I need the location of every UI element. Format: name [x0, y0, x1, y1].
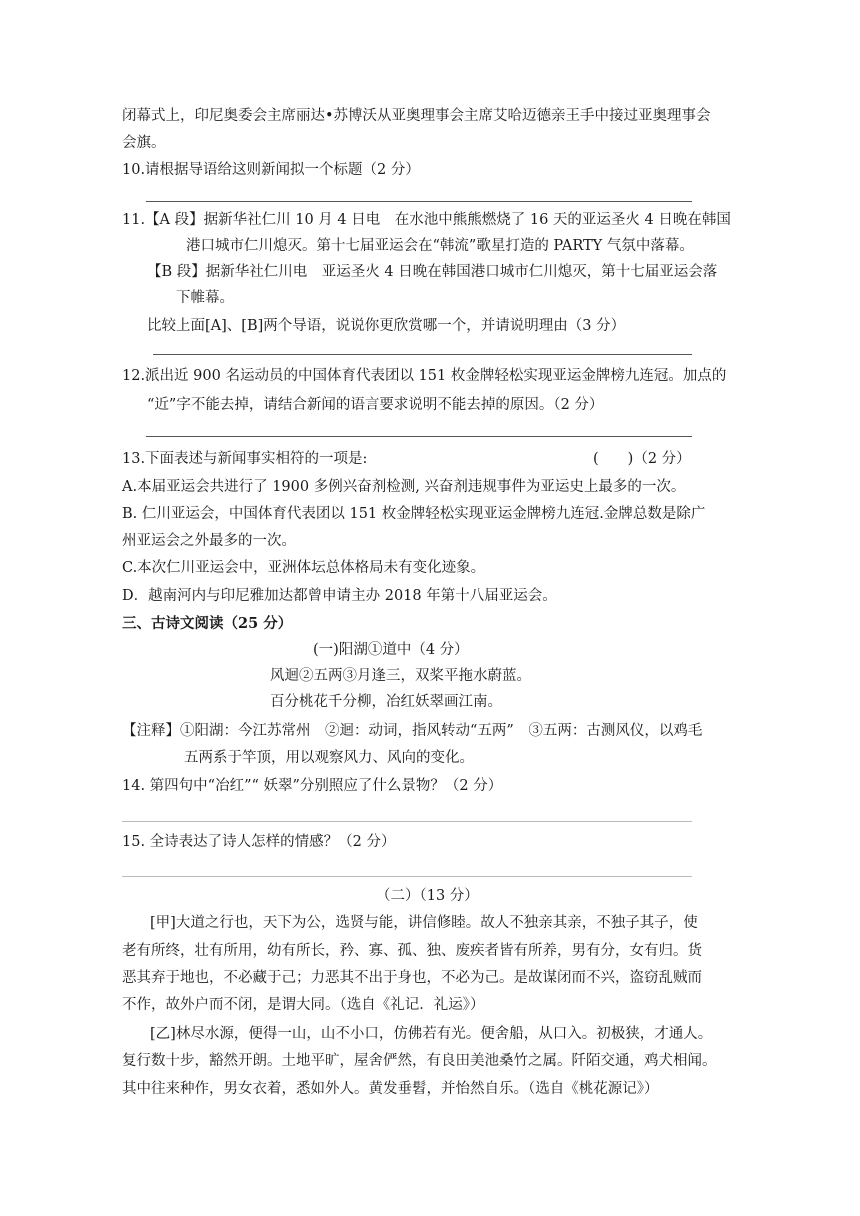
poem-title: (一)阳湖①道中（4 分） [313, 642, 469, 658]
passage-jia-line-4: 不作，故外户而不闭，是谓大同。（选自《礼记．礼运》） [122, 997, 485, 1013]
question-13-stem: 13.下面表述与新闻事实相符的一项是: [122, 451, 368, 467]
question-10: 10.请根据导语给这则新闻拟一个标题（2 分） [122, 162, 420, 178]
option-b-line-1: B. 仁川亚运会，中国体育代表团以 151 枚金牌轻松实现亚运金牌榜九连冠.金牌总数是除广 [122, 506, 706, 522]
question-15: 15. 全诗表达了诗人怎样的情感？（2 分） [122, 834, 396, 850]
answer-line-q15[interactable] [122, 876, 692, 877]
answer-line-q12[interactable] [146, 436, 692, 437]
question-11-a-line-2: 港口城市仁川熄灭。第十七届亚运会在“韩流”歌星打造的 PARTY 气氛中落幕。 [186, 238, 694, 254]
question-12-line-2: “近”字不能去掉，请结合新闻的语言要求说明不能去掉的原因。（2 分） [147, 397, 604, 413]
part-2-heading: （二）（13 分） [376, 888, 479, 904]
question-11-prompt: 比较上面[A]、[B]两个导语，说说你更欣赏哪一个，并请说明理由（3 分） [147, 318, 626, 334]
passage-yi-line-2: 复行数十步，豁然开朗。土地平旷，屋舍俨然，有良田美池桑竹之属。阡陌交通，鸡犬相闻。 [122, 1053, 717, 1069]
section-3-heading: 三、古诗文阅读（25 分） [122, 615, 293, 632]
question-11-a-line-1: 11.【A 段】据新华社仁川 10 月 4 日电 在水池中熊熊燃烧了 16 天的亚运圣火 4 日晚在韩国 [122, 212, 731, 228]
poem-line-2: 百分桃花千分柳，冶红妖翠画江南。 [270, 694, 502, 710]
passage-yi-line-3: 其中往来种作，男女衣着，悉如外人。黄发垂髫，并怡然自乐。（选自《桃花源记》） [122, 1081, 659, 1097]
option-c: C.本次仁川亚运会中，亚洲体坛总体格局未有变化迹象。 [122, 560, 486, 576]
question-12-line-1: 12.派出近 900 名运动员的中国体育代表团以 151 枚金牌轻松实现亚运金牌榜九连冠。加点的 [122, 368, 727, 384]
answer-line-q11[interactable] [153, 354, 692, 355]
question-13-answer-paren[interactable]: ( )（2 分） [593, 451, 691, 467]
passage-yi-line-1: [乙]林尽水源，便得一山，山不小口，仿佛若有光。便舍船，从口入。初极狭，才通人。 [150, 1026, 713, 1042]
question-14: 14. 第四句中“冶红”“ 妖翠”分别照应了什么景物？（2 分） [122, 778, 503, 794]
question-11-b-line-2: 下帷幕。 [176, 290, 234, 306]
passage-jia-line-1: [甲]大道之行也，天下为公，选贤与能，讲信修睦。故人不独亲其亲，不独子其子，使 [150, 915, 698, 931]
annotation-line-2: 五两系于竿顶，用以观察风力、风向的变化。 [184, 750, 474, 766]
question-11-b-line-1: 【B 段】据新华社仁川电 亚运圣火 4 日晚在韩国港口城市仁川熄灭，第十七届亚运会落 [147, 264, 718, 280]
answer-line-q14[interactable] [122, 821, 692, 822]
option-b-line-2: 州亚运会之外最多的一次。 [122, 533, 296, 549]
passage-jia-line-2: 老有所终，壮有所用，幼有所长，矜、寡、孤、独、废疾者皆有所养，男有分，女有归。货 [122, 943, 702, 959]
answer-line-q10[interactable] [146, 201, 692, 202]
intro-line-2: 会旗。 [122, 135, 166, 151]
intro-line-1: 闭幕式上，印尼奥委会主席丽达•苏博沃从亚奥理事会主席艾哈迈德亲王手中接过亚奥理事会 [122, 108, 711, 124]
option-a: A.本届亚运会共进行了 1900 多例兴奋剂检测, 兴奋剂违规事件为亚运史上最多的一次。 [122, 479, 686, 495]
option-d: D．越南河内与印尼雅加达都曾申请主办 2018 年第十八届亚运会。 [122, 588, 557, 604]
annotation-line-1: 【注释】①阳湖：今江苏常州 ②迴：动词，指风转动“五两” ③五两：古测风仪，以鸡毛 [122, 723, 703, 739]
poem-line-1: 风迴②五两③月逢三，双桨平拖水蔚蓝。 [270, 668, 531, 684]
passage-jia-line-3: 恶其弃于地也，不必藏于己；力恶其不出于身也，不必为己。是故谋闭而不兴，盗窃乱贼而 [122, 970, 702, 986]
